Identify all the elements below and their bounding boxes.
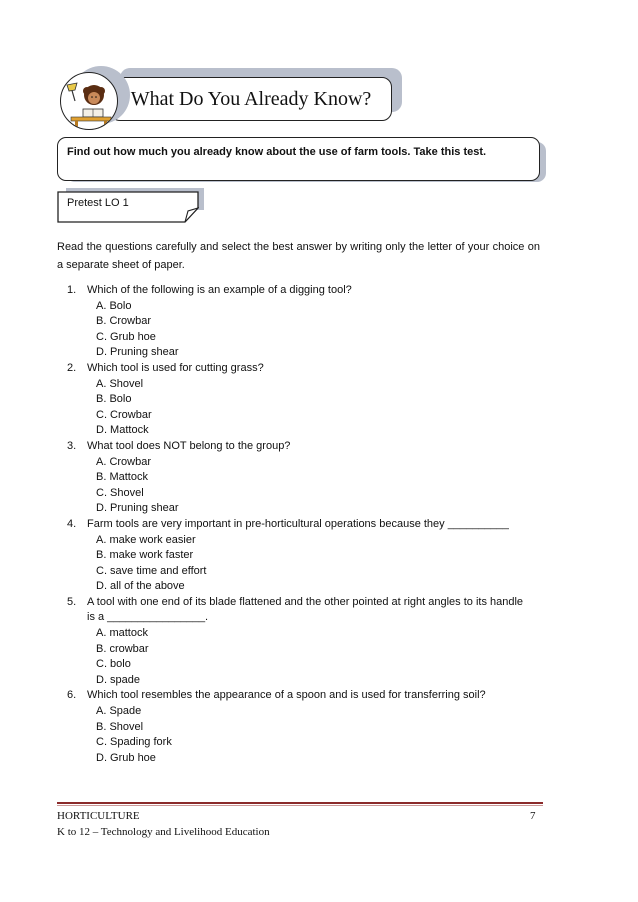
intro-text: Find out how much you already know about the use of farm tools. Take this test. bbox=[67, 146, 487, 158]
option: B. Shovel bbox=[96, 720, 144, 733]
option: C. Shovel bbox=[96, 486, 144, 499]
option: D. all of the above bbox=[96, 580, 185, 593]
question-number: 2. bbox=[67, 361, 77, 374]
option: C. Grub hoe bbox=[96, 330, 156, 343]
option: C. Spading fork bbox=[96, 736, 172, 749]
option: A. make work easier bbox=[96, 533, 196, 546]
footer-rule-thin bbox=[57, 805, 543, 806]
section-title: What Do You Already Know? bbox=[130, 88, 372, 110]
instructions: Read the questions carefully and select the best answer by writing only the letter of your choice on a separate sheet of paper. bbox=[57, 241, 540, 271]
option: D. spade bbox=[96, 673, 141, 686]
question-number: 6. bbox=[67, 689, 77, 702]
question-text: What tool does NOT belong to the group? bbox=[87, 439, 291, 452]
question-3 bbox=[57, 439, 557, 517]
footer-rule bbox=[57, 802, 543, 804]
option: D. Grub hoe bbox=[96, 751, 156, 764]
page-number: 7 bbox=[530, 810, 536, 822]
question-5 bbox=[57, 595, 557, 689]
option: D. Pruning shear bbox=[96, 502, 179, 515]
option: D. Mattock bbox=[96, 424, 149, 437]
question-text: A tool with one end of its blade flattened and the other pointed at right angles to its handle is a ________________. bbox=[87, 595, 524, 624]
question-text: Which of the following is an example of a digging tool? bbox=[87, 284, 352, 296]
question-4 bbox=[57, 517, 557, 595]
option: A. Crowbar bbox=[96, 455, 152, 468]
student-reading-icon bbox=[61, 73, 118, 130]
option: B. crowbar bbox=[96, 642, 149, 655]
question-number: 5. bbox=[67, 595, 77, 608]
intro-box bbox=[57, 137, 540, 181]
question-text: Farm tools are very important in pre-horticultural operations because they __________ bbox=[87, 517, 509, 530]
option: A. Spade bbox=[96, 705, 142, 718]
question-number: 1. bbox=[67, 284, 77, 296]
option: A. Shovel bbox=[96, 377, 144, 390]
option: B. Mattock bbox=[96, 471, 148, 484]
question-text: Which tool is used for cutting grass? bbox=[87, 361, 264, 374]
question-2 bbox=[57, 361, 557, 439]
option: C. Crowbar bbox=[96, 408, 152, 421]
question-text: Which tool resembles the appearance of a spoon and is used for transferring soil? bbox=[87, 689, 486, 702]
question-6 bbox=[57, 688, 557, 766]
footer-subject: HORTICULTURE bbox=[57, 810, 140, 822]
option: A. mattock bbox=[96, 627, 148, 640]
question-1 bbox=[57, 283, 557, 361]
icon-circle bbox=[60, 72, 118, 130]
question-list bbox=[57, 283, 557, 766]
option: B. Crowbar bbox=[96, 315, 152, 328]
question-number: 4. bbox=[67, 517, 77, 530]
option: C. bolo bbox=[96, 658, 131, 671]
option: C. save time and effort bbox=[96, 564, 207, 577]
option: D. Pruning shear bbox=[96, 346, 179, 359]
option: B. Bolo bbox=[96, 393, 132, 406]
option: B. make work faster bbox=[96, 549, 194, 562]
question-number: 3. bbox=[67, 439, 77, 452]
option: A. Bolo bbox=[96, 299, 132, 312]
pretest-label: Pretest LO 1 bbox=[67, 197, 129, 209]
footer-program: K to 12 – Technology and Livelihood Education bbox=[57, 826, 270, 838]
